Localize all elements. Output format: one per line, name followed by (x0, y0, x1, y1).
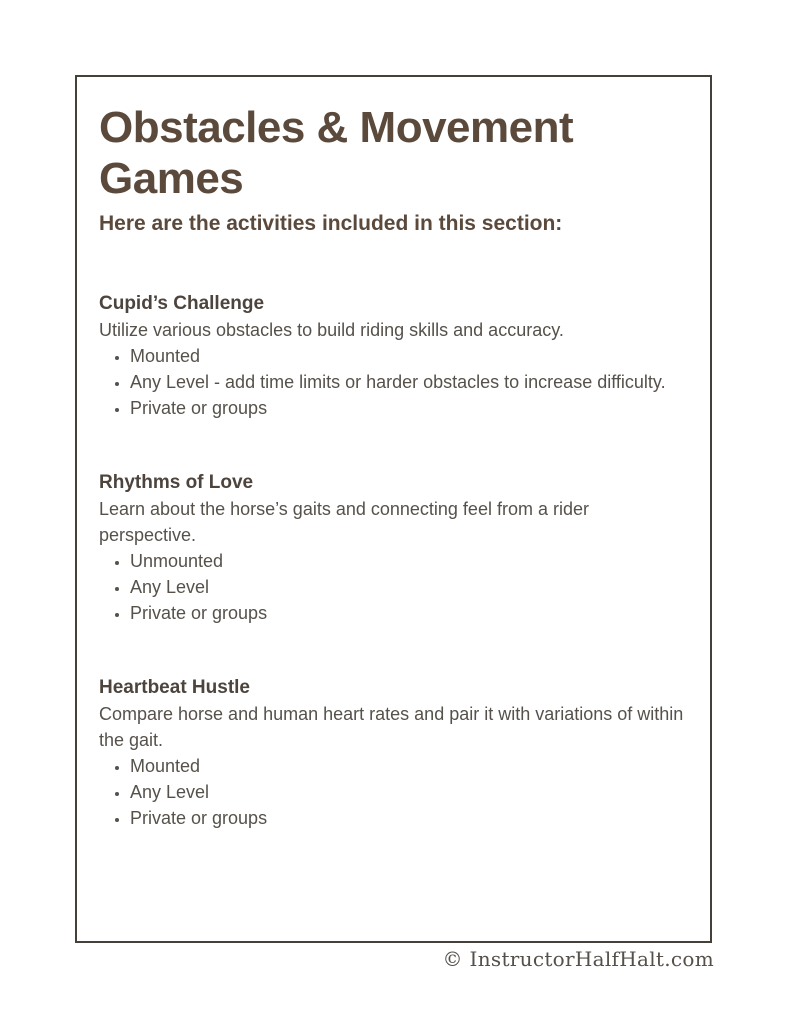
bullet-item: • Mounted (130, 753, 688, 779)
activity-heading: Heartbeat Hustle (99, 677, 250, 699)
activity-section-cupids-challenge (99, 291, 688, 421)
activity-heading: Rhythms of Love (99, 472, 254, 494)
bullet-item: • Any Level (130, 574, 688, 600)
activity-bullet-list (99, 548, 688, 626)
activity-sections (99, 291, 688, 831)
bullet-item: • Any Level - add time limits or harder obstacles to increase difficulty. (130, 369, 688, 395)
content-border-box (75, 75, 712, 943)
bullet-item: • Private or groups (130, 600, 688, 626)
activity-description: Compare horse and human heart rates and pair it with variations of within the gait. (99, 704, 684, 751)
activity-description: Learn about the horse’s gaits and connecting feel from a rider perspective. (99, 499, 589, 546)
activity-section-rhythms-of-love (99, 470, 688, 626)
activity-heading: Cupid’s Challenge (99, 293, 265, 315)
activity-section-heartbeat-hustle (99, 675, 688, 831)
activity-bullet-list (99, 753, 688, 831)
bullet-item: • Unmounted (130, 548, 688, 574)
bullet-item: • Any Level (130, 779, 688, 805)
footer-credit: © InstructorHalfHalt.com (442, 947, 714, 971)
bullet-item: • Private or groups (130, 395, 688, 421)
bullet-item: • Private or groups (130, 805, 688, 831)
page-title: Obstacles & Movement Games (99, 103, 574, 203)
bullet-item: • Mounted (130, 343, 688, 369)
activity-description: Utilize various obstacles to build riding skills and accuracy. (99, 320, 564, 341)
page-subtitle: Here are the activities included in this section: (99, 212, 563, 236)
activity-bullet-list (99, 343, 688, 421)
